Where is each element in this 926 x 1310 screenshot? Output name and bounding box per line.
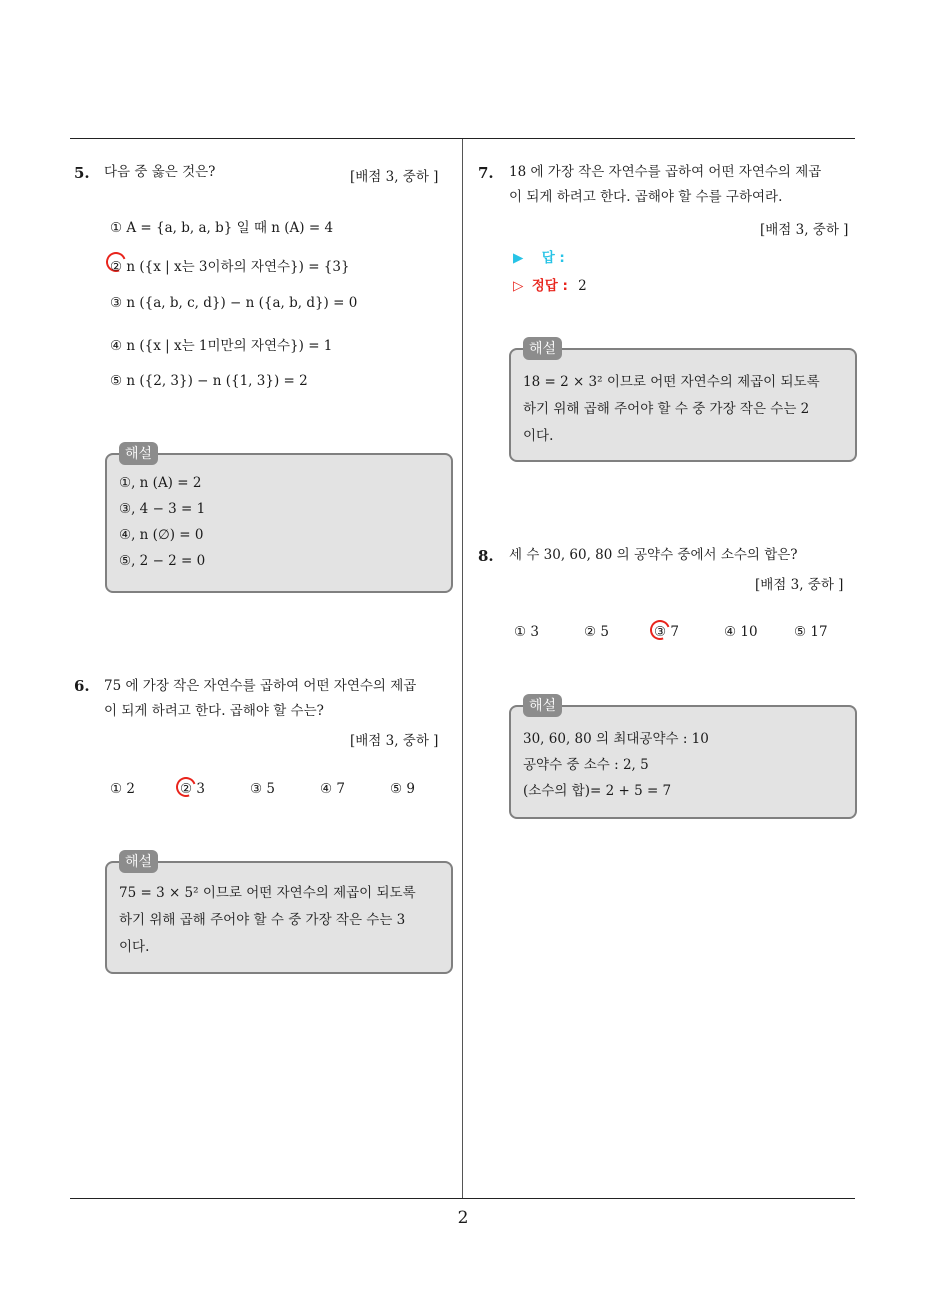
explanation-label: 해설 <box>119 442 158 465</box>
question-number: 7. <box>478 164 494 182</box>
option-1[interactable]: ① A = {a, b, a, b} 일 때 n (A) = 4 <box>110 220 334 236</box>
explanation-line: 하기 위해 곱해 주어야 할 수 중 가장 작은 수는 2 <box>523 401 810 417</box>
play-filled-icon: ▶ <box>513 250 524 266</box>
option-5[interactable]: ⑤ 9 <box>390 781 415 797</box>
option-1[interactable]: ① 2 <box>110 781 135 797</box>
option-2[interactable]: ② n ({x | x는 3이하의 자연수}) = {3} <box>110 259 350 275</box>
option-3[interactable]: ③ n ({a, b, c, d}) − n ({a, b, d}) = 0 <box>110 295 358 311</box>
correct-answer-row <box>513 274 587 294</box>
correct-answer-label: 정답 : <box>531 278 568 294</box>
question-number: 8. <box>478 547 494 565</box>
question-text-line-2: 이 되게 하려고 한다. 곱해야 할 수를 구하여라. <box>509 189 783 205</box>
question-text: 세 수 30, 60, 80 의 공약수 중에서 소수의 합은? <box>509 547 798 563</box>
question-meta: [배점 3, 중하 ] <box>350 169 439 185</box>
explanation-line: 30, 60, 80 의 최대공약수 : 10 <box>523 731 709 747</box>
correct-answer-value: 2 <box>578 278 587 294</box>
explanation-box <box>509 698 857 819</box>
explanation-line: ④, n (∅) = 0 <box>119 527 204 543</box>
explanation-line: ③, 4 − 3 = 1 <box>119 501 206 517</box>
option-4[interactable]: ④ 7 <box>320 781 345 797</box>
answer-input-row[interactable] <box>513 246 565 266</box>
question-number: 5. <box>74 164 90 182</box>
play-outline-icon: ▷ <box>513 278 524 294</box>
question-meta: [배점 3, 중하 ] <box>350 733 439 749</box>
question-text-line-1: 75 에 가장 작은 자연수를 곱하여 어떤 자연수의 제곱 <box>104 678 417 694</box>
explanation-box <box>509 341 857 462</box>
explanation-line: (소수의 합)= 2 + 5 = 7 <box>523 783 672 799</box>
explanation-label: 해설 <box>523 694 562 717</box>
explanation-line: 공약수 중 소수 : 2, 5 <box>523 757 649 773</box>
explanation-line: ⑤, 2 − 2 = 0 <box>119 553 206 569</box>
column-divider <box>462 139 463 1199</box>
answer-label: 답 : <box>541 250 565 266</box>
explanation-label: 해설 <box>119 850 158 873</box>
question-text-line-1: 18 에 가장 작은 자연수를 곱하여 어떤 자연수의 제곱 <box>509 164 822 180</box>
page-number: 2 <box>457 1208 469 1228</box>
explanation-box <box>105 854 453 974</box>
explanation-box <box>105 446 453 593</box>
question-meta: [배점 3, 중하 ] <box>755 577 844 593</box>
question-number: 6. <box>74 677 90 695</box>
option-2[interactable]: ② 5 <box>584 624 609 640</box>
explanation-line: 18 = 2 × 3² 이므로 어떤 자연수의 제곱이 되도록 <box>523 374 820 390</box>
option-1[interactable]: ① 3 <box>514 624 539 640</box>
option-2[interactable]: ② 3 <box>180 781 205 797</box>
explanation-label: 해설 <box>523 337 562 360</box>
explanation-line: 하기 위해 곱해 주어야 할 수 중 가장 작은 수는 3 <box>119 912 406 928</box>
explanation-line: 이다. <box>119 939 150 955</box>
option-3[interactable]: ③ 5 <box>250 781 275 797</box>
option-4[interactable]: ④ 10 <box>724 624 758 640</box>
option-5[interactable]: ⑤ 17 <box>794 624 828 640</box>
explanation-line: 이다. <box>523 428 554 444</box>
question-text: 다음 중 옳은 것은? <box>104 164 216 180</box>
explanation-line: 75 = 3 × 5² 이므로 어떤 자연수의 제곱이 되도록 <box>119 885 416 901</box>
question-meta: [배점 3, 중하 ] <box>760 222 849 238</box>
question-text-line-2: 이 되게 하려고 한다. 곱해야 할 수는? <box>104 703 324 719</box>
bottom-rule <box>70 1198 855 1199</box>
option-3[interactable]: ③ 7 <box>654 624 679 640</box>
option-5[interactable]: ⑤ n ({2, 3}) − n ({1, 3}) = 2 <box>110 373 308 389</box>
option-4[interactable]: ④ n ({x | x는 1미만의 자연수}) = 1 <box>110 338 333 354</box>
explanation-line: ①, n (A) = 2 <box>119 475 202 491</box>
